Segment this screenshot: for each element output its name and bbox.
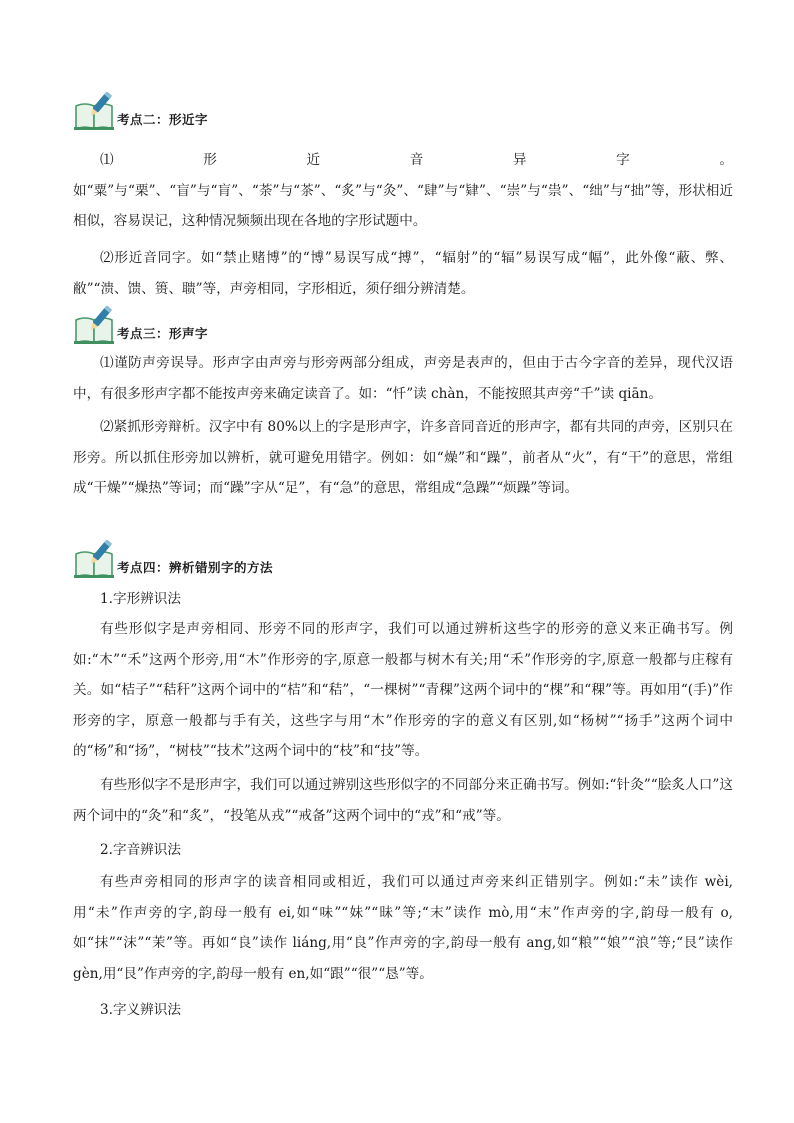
paragraph: 有些声旁相同的形声字的读音相同或相近，我们可以通过声旁来纠正错别字。例如:“未”读作 wèi,用“未”作声旁的字,韵母一般有 ei,如“味”“妹”“昧”等;“末”读作 mò,用“末”作声旁的字,韵母一般有 o,如“抹”“沫”“茉”等。再如“良”读作 liáng,用“良”作声旁的字,韵母一般有 ang,如“粮”“娘”“浪”等;“艮”读作 gèn,用“艮”作声旁的字,韵母一般有 en,如“跟”“很”“恳”等。 [73,874,733,982]
paragraph: ⑴谨防声旁误导。形声字由声旁与形旁两部分组成，声旁是表声的，但由于古今字音的差异，现代汉语中，有很多形声字都不能按声旁来确定读音了。如：“忏”读 chàn，不能按照其声旁“千”读 qiān。 [73,355,733,402]
paragraph: ⑵形近音同字。如“禁止赌博”的“博”易误写成“搏”，“辐射”的“辐”易误写成“幅”，此外像“蔽、弊、敝”“溃、馈、篑、聩”等，声旁相同，字形相近，须仔细分辨清楚。 [73,250,733,297]
paragraph: 有些形似字不是形声字，我们可以通过辨别这些形似字的不同部分来正确书写。例如:“针灸”“脍炙人口”这两个词中的“灸”和“炙”，“投笔从戎”“戒备”这两个词中的“戎”和“戒”等。 [73,777,733,824]
section-title: 考点二：形近字 [117,112,209,127]
subheading: 3.字义辨识法 [100,1002,181,1018]
subheading: 1.字形辨识法 [100,591,181,607]
section-heading-4 [73,540,733,580]
paragraph: ⑵紧抓形旁辩析。汉字中有 80%以上的字是形声字，许多音同音近的形声字，都有共同的声旁，区别只在形旁。所以抓住形旁加以辨析，就可避免用错字。例如：如“燥”和“躁”，前者从“火”，有“干”的意思，常组成“干燥”“燥热”等词；而“躁”字从“足”，有“急”的意思，常组成“急躁”“烦躁”等词。 [73,419,733,496]
section-title: 考点四：辨析错别字的方法 [117,560,274,575]
paragraph: ⑴形近音异字。如“粟”与“栗”、“盲”与“肓”、“荼”与“茶”、“炙”与“灸”、“肆”与“肄”、“崇”与“祟”、“绌”与“拙”等，形状相近相似，容易误记，这种情况频频出现在各地的字形试题中。 [73,152,733,229]
paragraph: 有些形似字是声旁相同、形旁不同的形声字，我们可以通过辨析这些字的形旁的意义来正确书写。例如:“木”“禾”这两个形旁,用“木”作形旁的字,原意一般都与树木有关;用“禾”作形旁的字,原意一般都与庄稼有关。如“桔子”“秸秆”这两个词中的“桔”和“秸”，“一棵树”“青稞”这两个词中的“棵”和“稞”等。再如用“(手)”作形旁的字，原意一般都与手有关，这些字与用“木”作形旁的字的意义有区别,如“杨树”“扬手”这两个词中的“杨”和“扬”，“树枝”“技术”这两个词中的“枝”和“技”等。 [73,621,733,759]
section-heading-2 [73,92,733,132]
book-pen-icon [73,540,117,580]
book-pen-icon [73,92,117,132]
section-title: 考点三：形声字 [117,326,209,341]
subheading: 2.字音辨识法 [100,842,181,858]
book-pen-icon [73,306,117,346]
section-heading-3 [73,306,733,346]
